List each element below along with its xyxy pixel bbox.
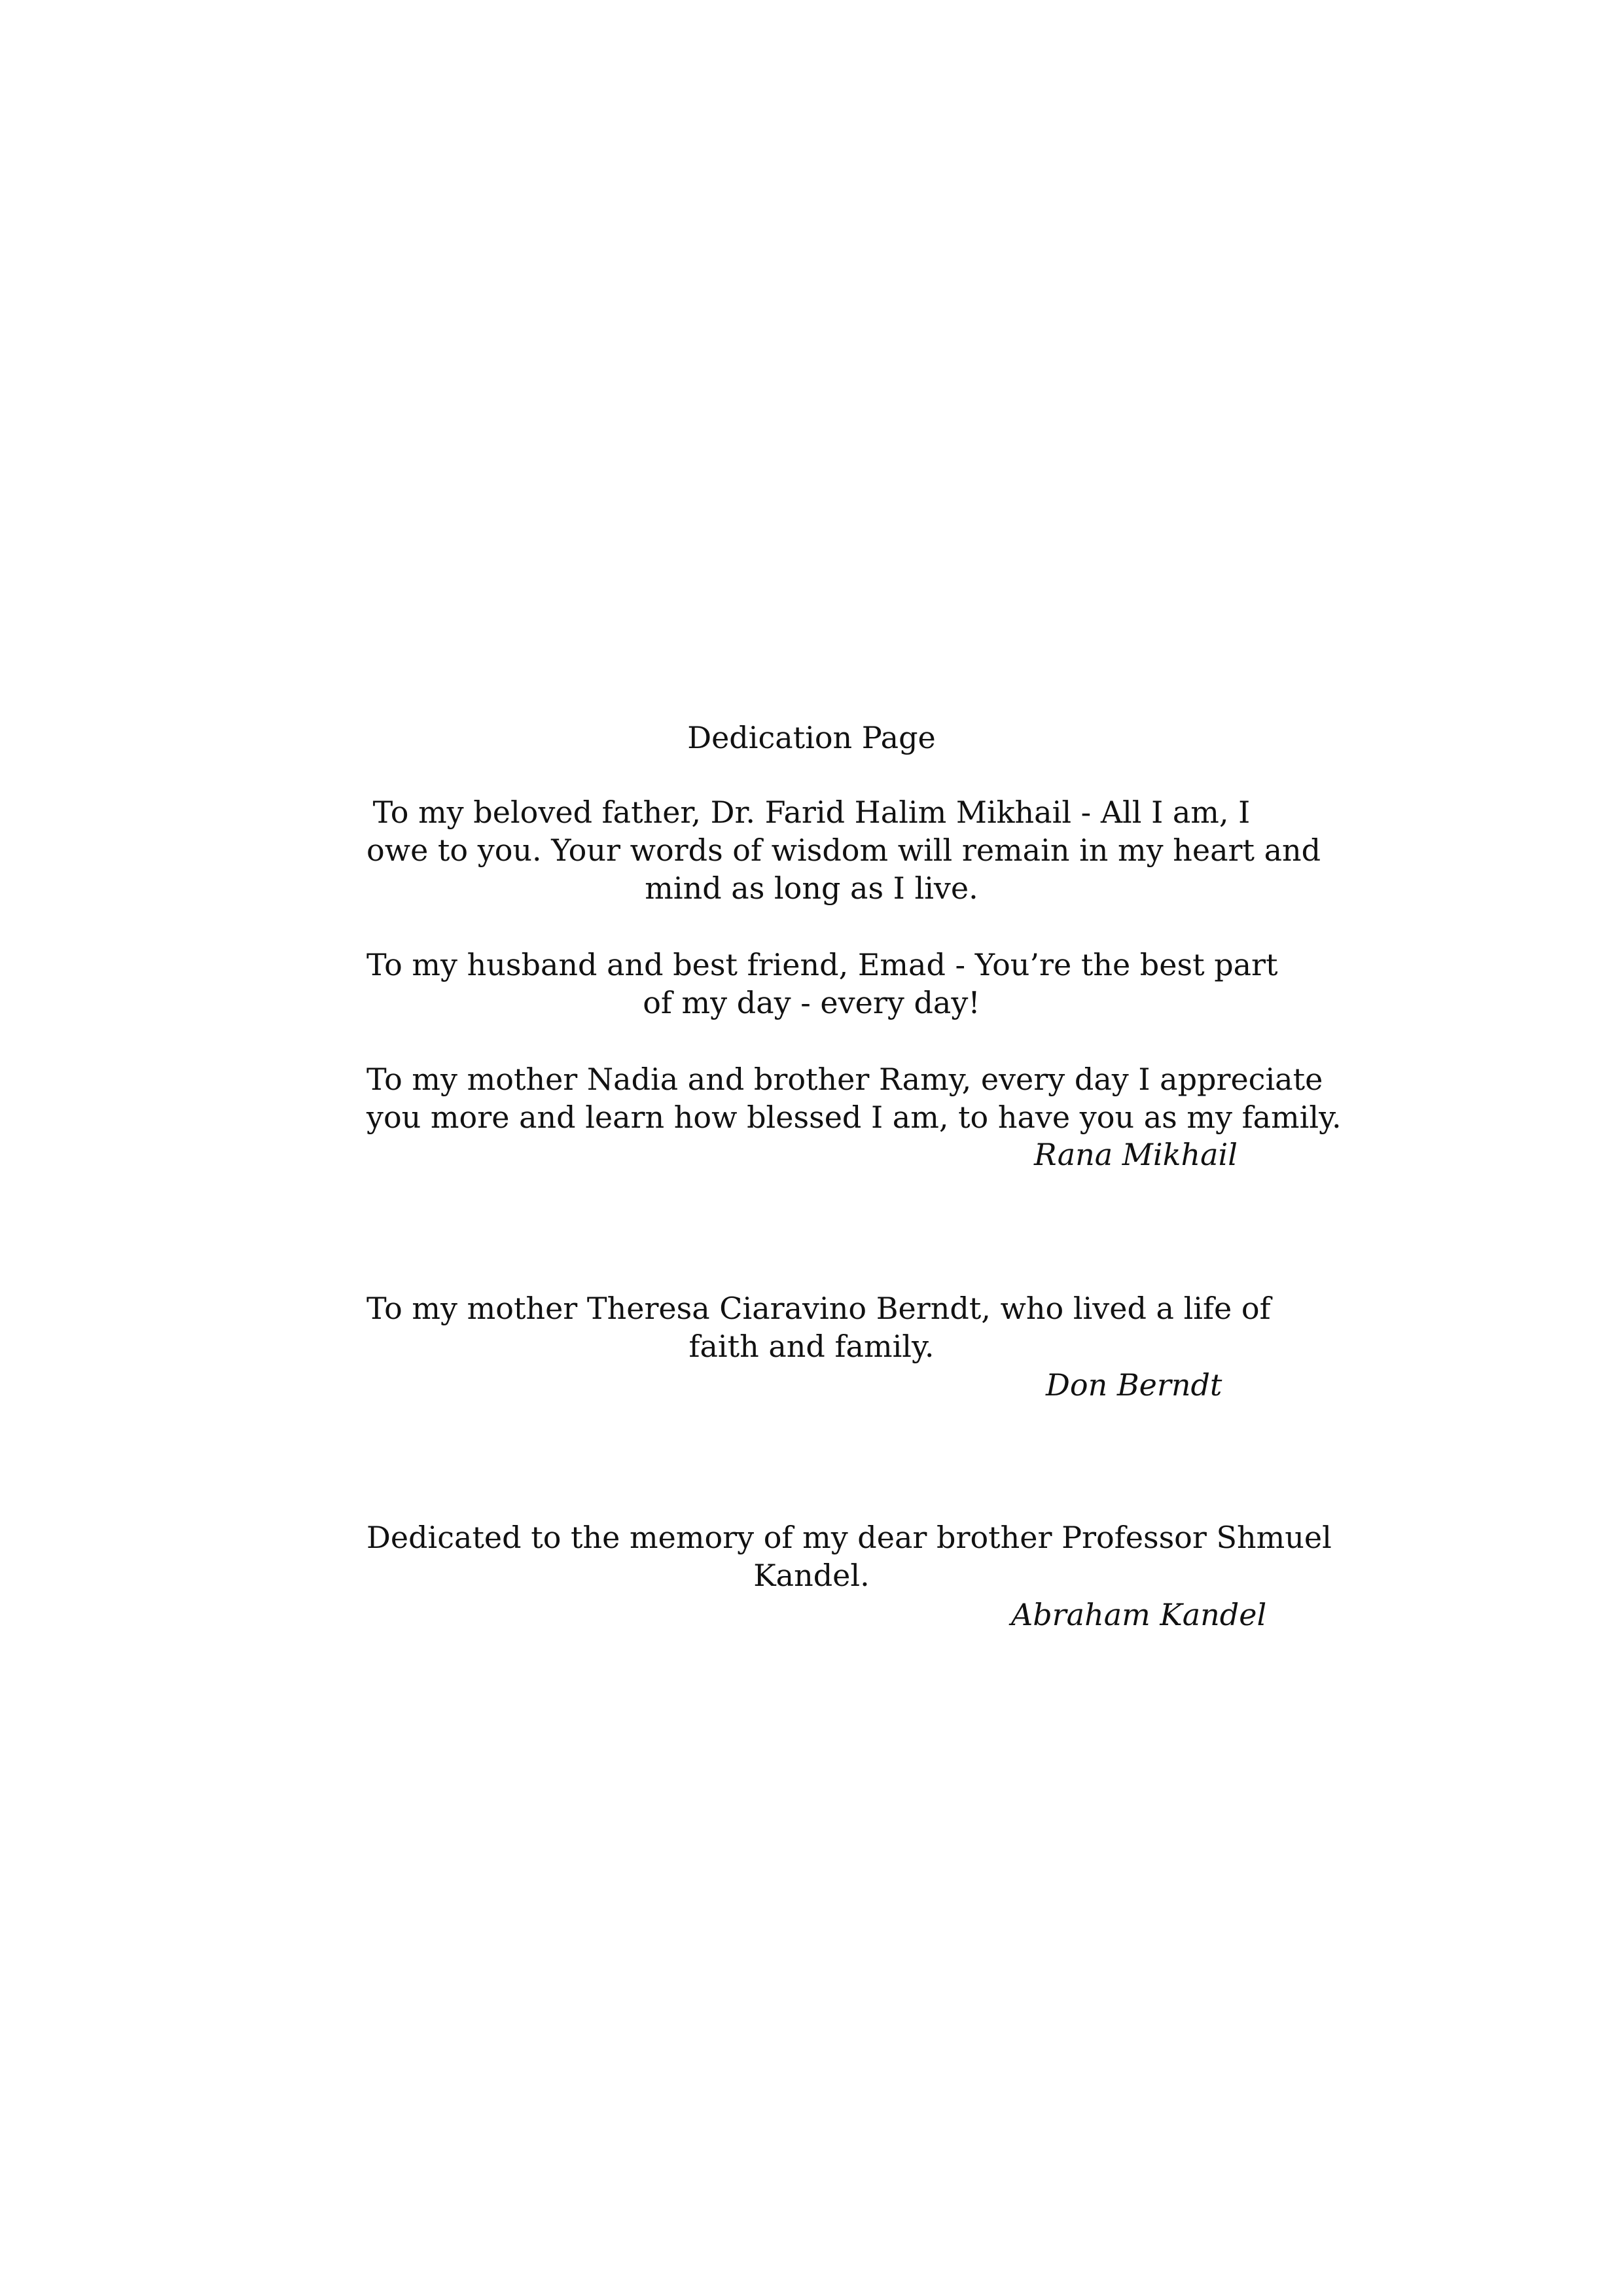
signature-abraham-kandel: Abraham Kandel (1011, 1597, 1267, 1632)
text-line: faith and family. (688, 1329, 935, 1364)
dedication-theresa (366, 1289, 1271, 1365)
text-line: you more and learn how blessed I am, to have you as my family. (366, 1100, 1342, 1135)
text-line: mind as long as I live. (645, 870, 978, 906)
text-line: owe to you. Your words of wisdom will remain in my heart and (366, 833, 1321, 868)
text-line: To my husband and best friend, Emad - You’re the best part (366, 947, 1278, 982)
signature-don-berndt: Don Berndt (1046, 1367, 1222, 1403)
dedication-husband (366, 946, 1278, 1022)
dedication-shmuel (366, 1518, 1332, 1594)
page-title: Dedication Page (687, 720, 936, 755)
dedication-mother-brother (366, 1060, 1342, 1136)
text-line: To my beloved father, Dr. Farid Halim Mikhail - All I am, I (372, 795, 1251, 830)
text-line: To my mother Theresa Ciaravino Berndt, who lived a life of (366, 1291, 1271, 1326)
text-line: Dedicated to the memory of my dear brother Professor Shmuel (366, 1520, 1332, 1555)
text-line: of my day - every day! (643, 985, 980, 1020)
dedication-father (366, 793, 1321, 907)
text-line: Kandel. (753, 1558, 870, 1593)
text-line: To my mother Nadia and brother Ramy, every day I appreciate (366, 1062, 1323, 1097)
signature-rana-mikhail: Rana Mikhail (1034, 1137, 1238, 1172)
